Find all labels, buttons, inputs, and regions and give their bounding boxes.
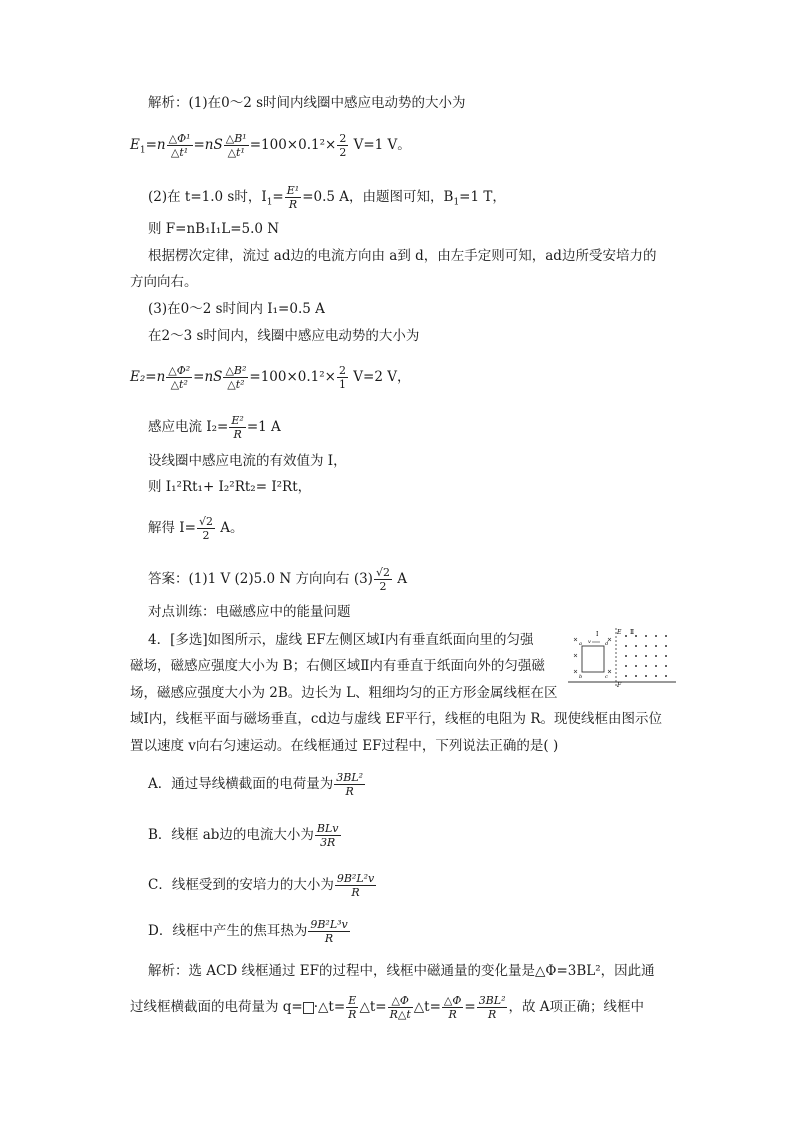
frac-den: △t¹	[227, 146, 245, 159]
fraction	[477, 994, 508, 1021]
section-title: 对点训练：电磁感应中的能量问题	[148, 604, 351, 620]
equation-e1	[130, 132, 411, 160]
option-b	[148, 822, 342, 849]
fraction	[223, 364, 248, 391]
frac-den: 2	[202, 529, 210, 542]
eq-text: V=1 V。	[349, 137, 411, 153]
eq-sub: 1	[266, 197, 273, 208]
frac-den: 2	[379, 580, 387, 593]
solution-line-6: (3)在0～2 s时间内 I₁=0.5 A	[148, 301, 325, 317]
frac-num: √2	[198, 515, 213, 528]
answer-text: 答案：(1)1 V (2)5.0 N 方向向右 (3)	[148, 571, 373, 587]
frac-num: 3BL²	[478, 994, 506, 1007]
fraction	[315, 822, 341, 849]
solution-text: 过线框横截面的电荷量为 q=	[130, 999, 303, 1015]
frac-den: R	[348, 1008, 357, 1021]
question-4-line-3: 场，磁感应强度大小为 2B。边长为 L、粗细均匀的正方形金属线框在区	[130, 685, 558, 701]
eq-text: =nS	[193, 369, 223, 385]
fraction	[337, 132, 348, 159]
solution-text: =0.5 A，由题图可知，B	[302, 189, 454, 205]
square-wire-frame	[582, 646, 604, 672]
frac-num: △Φ	[443, 994, 462, 1007]
solution-line-10: 则 I₁²Rt₁+ I₂²Rt₂= I²Rt，	[148, 479, 312, 495]
solution-text: 解得 I=	[148, 520, 196, 536]
solution-text: =1 T，	[459, 189, 506, 205]
eq-text: =100×0.1²×	[249, 369, 336, 385]
question-4-line-4: 域Ⅰ内，线框平面与磁场垂直，cd边与虚线 EF平行，线框的电阻为 R。现使线框由图示位	[130, 711, 663, 727]
frac-num: 3BL²	[336, 771, 364, 784]
frac-den: △t²	[227, 378, 245, 391]
frac-den: △t²	[170, 378, 188, 391]
option-text: B．线框 ab边的电流大小为	[148, 827, 314, 843]
solution-text: =	[464, 999, 476, 1015]
frac-num: E	[346, 994, 358, 1008]
eq-text: =	[272, 189, 284, 205]
frac-den: R	[448, 1008, 457, 1021]
fraction	[374, 566, 392, 593]
solution-text: A。	[215, 520, 244, 536]
solution-line-9: 设线圈中感应电流的有效值为 I，	[148, 453, 347, 469]
frac-num: E¹	[286, 184, 300, 197]
frac-num: 2	[339, 132, 347, 145]
solution-text: ·△t=	[313, 999, 346, 1015]
solution-text: ，故 A项正确；线框中	[508, 999, 645, 1015]
frac-num: △B²	[225, 364, 247, 377]
equation-e2	[130, 364, 410, 391]
label-e: E	[617, 629, 622, 636]
fraction	[166, 364, 192, 391]
answer-text: A	[392, 571, 408, 587]
eq-sub: 1	[139, 145, 146, 156]
option-a	[148, 771, 366, 798]
fraction	[337, 364, 348, 391]
solution-text: △t=	[359, 999, 387, 1015]
solution-line-11	[148, 515, 244, 542]
solution-line-4: 根据楞次定律，流过 ad边的电流方向由 a到 d，由左手定则可知，ad边所受安培力的	[148, 248, 657, 264]
frac-num: 2	[338, 364, 346, 377]
fraction	[167, 132, 193, 159]
frac-den: △t¹	[170, 146, 189, 159]
option-text: D．线框中产生的焦耳热为	[148, 923, 308, 939]
eq-sub: 1	[453, 197, 460, 208]
fraction	[197, 515, 215, 542]
frac-num: △Φ	[388, 994, 413, 1008]
label-c: c	[605, 674, 608, 680]
question-4-line-1: 4．[多选]如图所示，虚线 EF左侧区域Ⅰ内有垂直纸面向里的匀强	[148, 632, 534, 648]
solution-text: 解析：(1)在0～2 s时间内线圈中感应电动势的大小为	[148, 95, 466, 111]
solution-line-1	[148, 94, 466, 112]
frac-den: R	[351, 886, 360, 899]
frac-num: 9B²L³v	[310, 918, 348, 931]
frac-den: R	[487, 1008, 497, 1021]
frac-num: BLv	[316, 822, 339, 835]
solution-line-2	[148, 184, 506, 212]
frac-den: R	[288, 198, 298, 211]
label-v: v	[588, 639, 591, 645]
answer-line	[148, 566, 407, 593]
frac-den: R△t	[389, 1008, 411, 1021]
label-a: a	[579, 641, 582, 647]
field-region-2-dots	[625, 635, 667, 677]
frac-den: 2	[339, 146, 347, 159]
frac-num: E²	[231, 414, 244, 427]
option-text: C．线框受到的安培力的大小为	[148, 877, 334, 893]
eq-text: =n	[145, 137, 166, 153]
solution-text: △t=	[413, 999, 441, 1015]
frac-den: R	[324, 932, 334, 945]
solution-line-3: 则 F=nB₁I₁L=5.0 N	[148, 221, 280, 237]
q4-solution-line-1: 解析：选 ACD 线框通过 EF的过程中，线框中磁通量的变化量是△Φ=3BL²，因此通	[148, 963, 655, 979]
fraction	[224, 132, 249, 159]
option-d	[148, 918, 351, 945]
frac-den: R	[233, 428, 242, 441]
fraction	[229, 414, 245, 441]
solution-line-5: 方向向右。	[130, 274, 198, 290]
frac-den: 3R	[320, 836, 336, 849]
frac-num: 9B²L²v	[336, 872, 375, 885]
fraction	[308, 918, 349, 945]
option-text: A．通过导线横截面的电荷量为	[148, 776, 334, 792]
eq-text: V=2 V，	[348, 369, 411, 385]
magnetic-field-figure	[568, 626, 676, 688]
fraction	[334, 771, 365, 798]
frac-num: △Φ²	[168, 364, 191, 377]
eq-text: =nS	[193, 137, 223, 153]
eq-text: E₂=n	[130, 369, 166, 385]
question-4-line-5: 置以速度 v向右匀速运动。在线框通过 EF过程中，下列说法正确的是( )	[130, 738, 559, 754]
solution-text: 感应电流 I₂=	[148, 419, 229, 435]
placeholder-box-icon	[303, 1002, 314, 1014]
fraction	[335, 872, 376, 899]
eq-symbol: E	[130, 137, 140, 153]
label-region-2: Ⅱ	[630, 629, 635, 636]
solution-line-8	[148, 414, 281, 441]
fraction	[346, 994, 358, 1021]
frac-num: √2	[375, 566, 390, 579]
frac-den: 1	[338, 378, 346, 391]
solution-text: (2)在 t=1.0 s时，I	[148, 189, 267, 205]
frac-num: △Φ¹	[168, 132, 191, 145]
solution-text: =1 A	[246, 419, 281, 435]
label-f: F	[617, 682, 622, 688]
fraction	[285, 184, 301, 211]
question-4-line-2: 磁场，磁感应强度大小为 B；右侧区域Ⅱ内有垂直于纸面向外的匀强磁	[130, 658, 545, 674]
fraction	[388, 994, 413, 1021]
eq-text: =100×0.1²×	[249, 137, 337, 153]
frac-num: △B¹	[225, 132, 247, 145]
frac-den: R	[345, 785, 354, 798]
label-region-1: Ⅰ	[596, 631, 599, 638]
solution-line-7: 在2～3 s时间内，线圈中感应电动势的大小为	[148, 328, 420, 344]
label-b: b	[579, 674, 583, 680]
option-c	[148, 872, 377, 899]
label-d: d	[605, 641, 609, 647]
fraction	[442, 994, 463, 1021]
q4-solution-line-2	[130, 994, 644, 1021]
